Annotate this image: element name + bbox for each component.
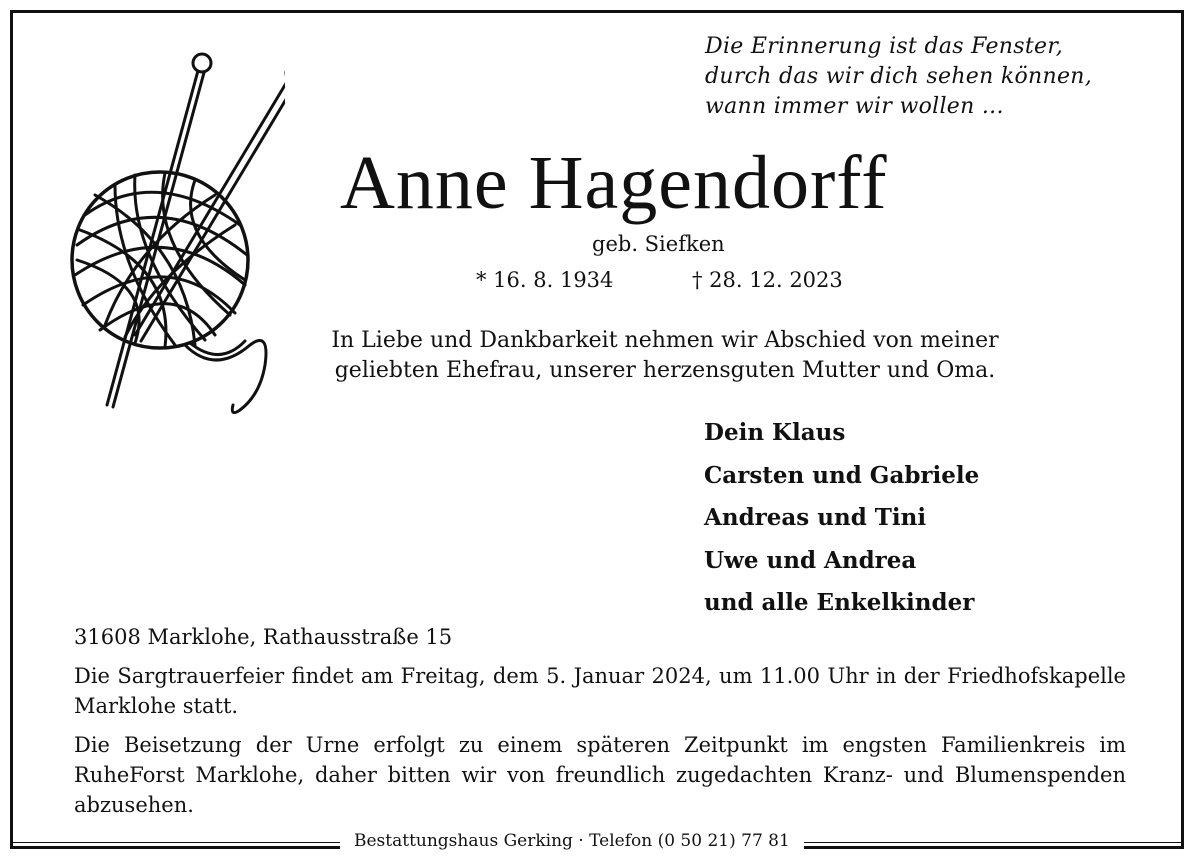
maiden-name: geb. Siefken (592, 232, 725, 256)
funeral-service-paragraph: Die Sargtrauerfeier findet am Freitag, dem 5. Januar 2024, um 11.00 Uhr in der Friedhofskapelle Marklohe statt. (74, 664, 1126, 718)
farewell-line: geliebten Ehefrau, unserer herzensguten Mutter und Oma. (334, 358, 996, 383)
yarn-ball-knitting-needles-icon (55, 45, 285, 415)
quote-line: wann immer wir wollen ... (705, 94, 1004, 119)
memorial-quote (705, 32, 1165, 122)
quote-line: durch das wir dich sehen können, (705, 64, 1093, 89)
family-member: Uwe und Andrea (704, 546, 917, 574)
urn-burial-paragraph: Die Beisetzung der Urne erfolgt zu einem späteren Zeitpunkt im engsten Familienkreis im RuheForst Marklohe, daher bitten wir von freundlich zugedachten Kranz- und Blumenspenden abzusehen. (74, 733, 1126, 817)
family-signatures (704, 412, 979, 625)
family-member: Carsten und Gabriele (704, 461, 980, 489)
farewell-text (260, 326, 1070, 386)
family-member: Dein Klaus (704, 419, 846, 446)
deceased-name: Anne Hagendorff (340, 141, 888, 225)
death-date: † 28. 12. 2023 (692, 268, 843, 292)
mourning-address: 31608 Marklohe, Rathausstraße 15 (74, 625, 453, 649)
farewell-line: In Liebe und Dankbarkeit nehmen wir Abschied von meiner (331, 328, 999, 353)
funeral-home-footer: Bestattungshaus Gerking · Telefon (0 50 21) 77 81 (340, 828, 804, 854)
quote-line: Die Erinnerung ist das Fenster, (705, 34, 1064, 59)
family-member: und alle Enkelkinder (704, 589, 975, 617)
birth-date: * 16. 8. 1934 (476, 268, 614, 292)
family-member: Andreas und Tini (704, 504, 927, 532)
